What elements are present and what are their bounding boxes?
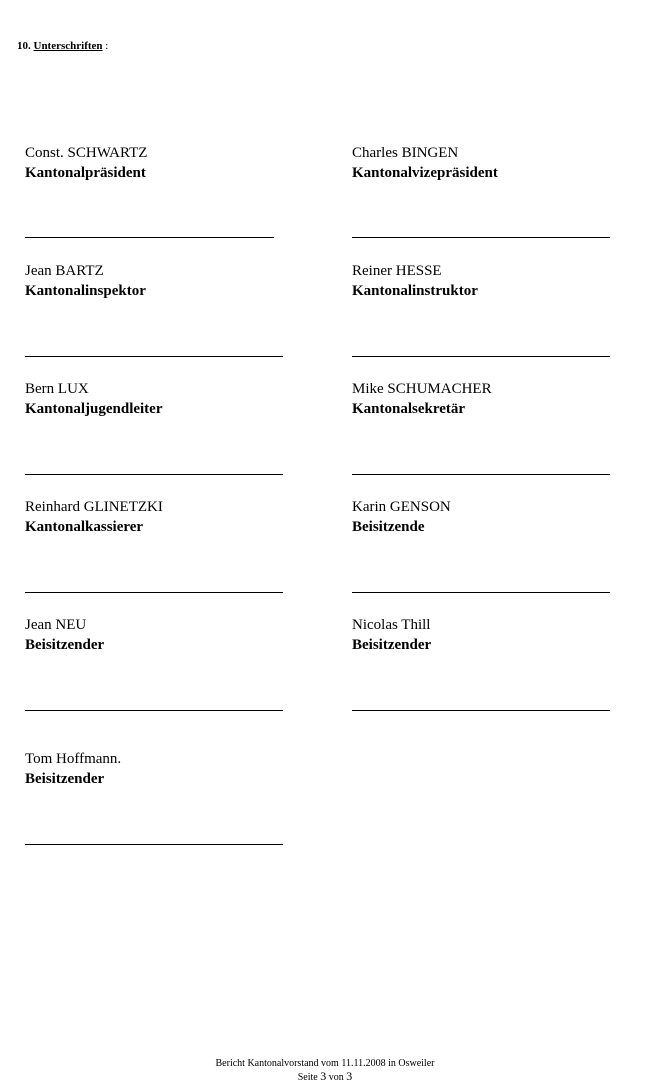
signatory-name: Jean BARTZ <box>25 263 104 279</box>
signature-block-instructor <box>352 261 478 301</box>
signature-line <box>25 710 283 711</box>
signatory-name: Karin GENSON <box>352 499 451 515</box>
section-heading <box>17 40 108 52</box>
signatory-role: Beisitzende <box>352 519 425 535</box>
signatory-name: Reiner HESSE <box>352 263 442 279</box>
signatory-name: Mike SCHUMACHER <box>352 381 492 397</box>
signature-block-inspector <box>25 261 146 301</box>
page-footer <box>0 1057 650 1084</box>
signatory-role: Kantonalsekretär <box>352 401 466 417</box>
signature-line <box>352 710 610 711</box>
signatory-name: Bern LUX <box>25 381 89 397</box>
signature-block-assessor-neu <box>25 615 104 655</box>
page-label: Seite <box>297 1072 318 1083</box>
signatory-role: Kantonaljugendleiter <box>25 401 163 417</box>
section-number: 10. <box>17 40 31 52</box>
signatory-role: Kantonalpräsident <box>25 165 146 181</box>
signature-block-vice-president <box>352 143 498 183</box>
signature-block-assessor-thill <box>352 615 431 655</box>
signature-block-president <box>25 143 147 183</box>
signatory-name: Jean NEU <box>25 617 87 633</box>
signatory-name: Tom Hoffmann. <box>25 751 122 767</box>
signatory-role: Kantonalkassierer <box>25 519 144 535</box>
signature-block-youth-leader <box>25 379 163 419</box>
signature-line <box>25 356 283 357</box>
signature-block-assessor-hoffmann <box>25 749 121 789</box>
signatory-role: Beisitzender <box>25 771 105 787</box>
signature-line <box>25 592 283 593</box>
signature-line <box>352 474 610 475</box>
signatory-name: Nicolas Thill <box>352 617 431 633</box>
footer-page-number <box>0 1070 650 1084</box>
signature-line <box>25 844 283 845</box>
signature-line <box>25 474 283 475</box>
signature-line <box>352 237 610 238</box>
signatory-name: Reinhard GLINETZKI <box>25 499 163 515</box>
signatory-role: Beisitzender <box>25 637 105 653</box>
signatory-name: Const. SCHWARTZ <box>25 145 148 161</box>
section-title: Unterschriften <box>33 40 103 52</box>
page-current: 3 <box>320 1069 327 1083</box>
page-of-label: von <box>328 1072 344 1083</box>
footer-report-line: Bericht Kantonalvorstand vom 11.11.2008 in Osweiler <box>215 1058 435 1069</box>
signatory-name: Charles BINGEN <box>352 145 459 161</box>
signature-line <box>352 592 610 593</box>
signature-line <box>25 237 274 238</box>
signature-line <box>352 356 610 357</box>
signature-block-treasurer <box>25 497 163 537</box>
signatory-role: Kantonalvizepräsident <box>352 165 498 181</box>
section-colon: : <box>105 40 109 52</box>
signatory-role: Kantonalinspektor <box>25 283 146 299</box>
signature-block-assessor-genson <box>352 497 451 537</box>
page-total: 3 <box>346 1069 353 1083</box>
signatory-role: Kantonalinstruktor <box>352 283 478 299</box>
signatory-role: Beisitzender <box>352 637 432 653</box>
signature-block-secretary <box>352 379 492 419</box>
